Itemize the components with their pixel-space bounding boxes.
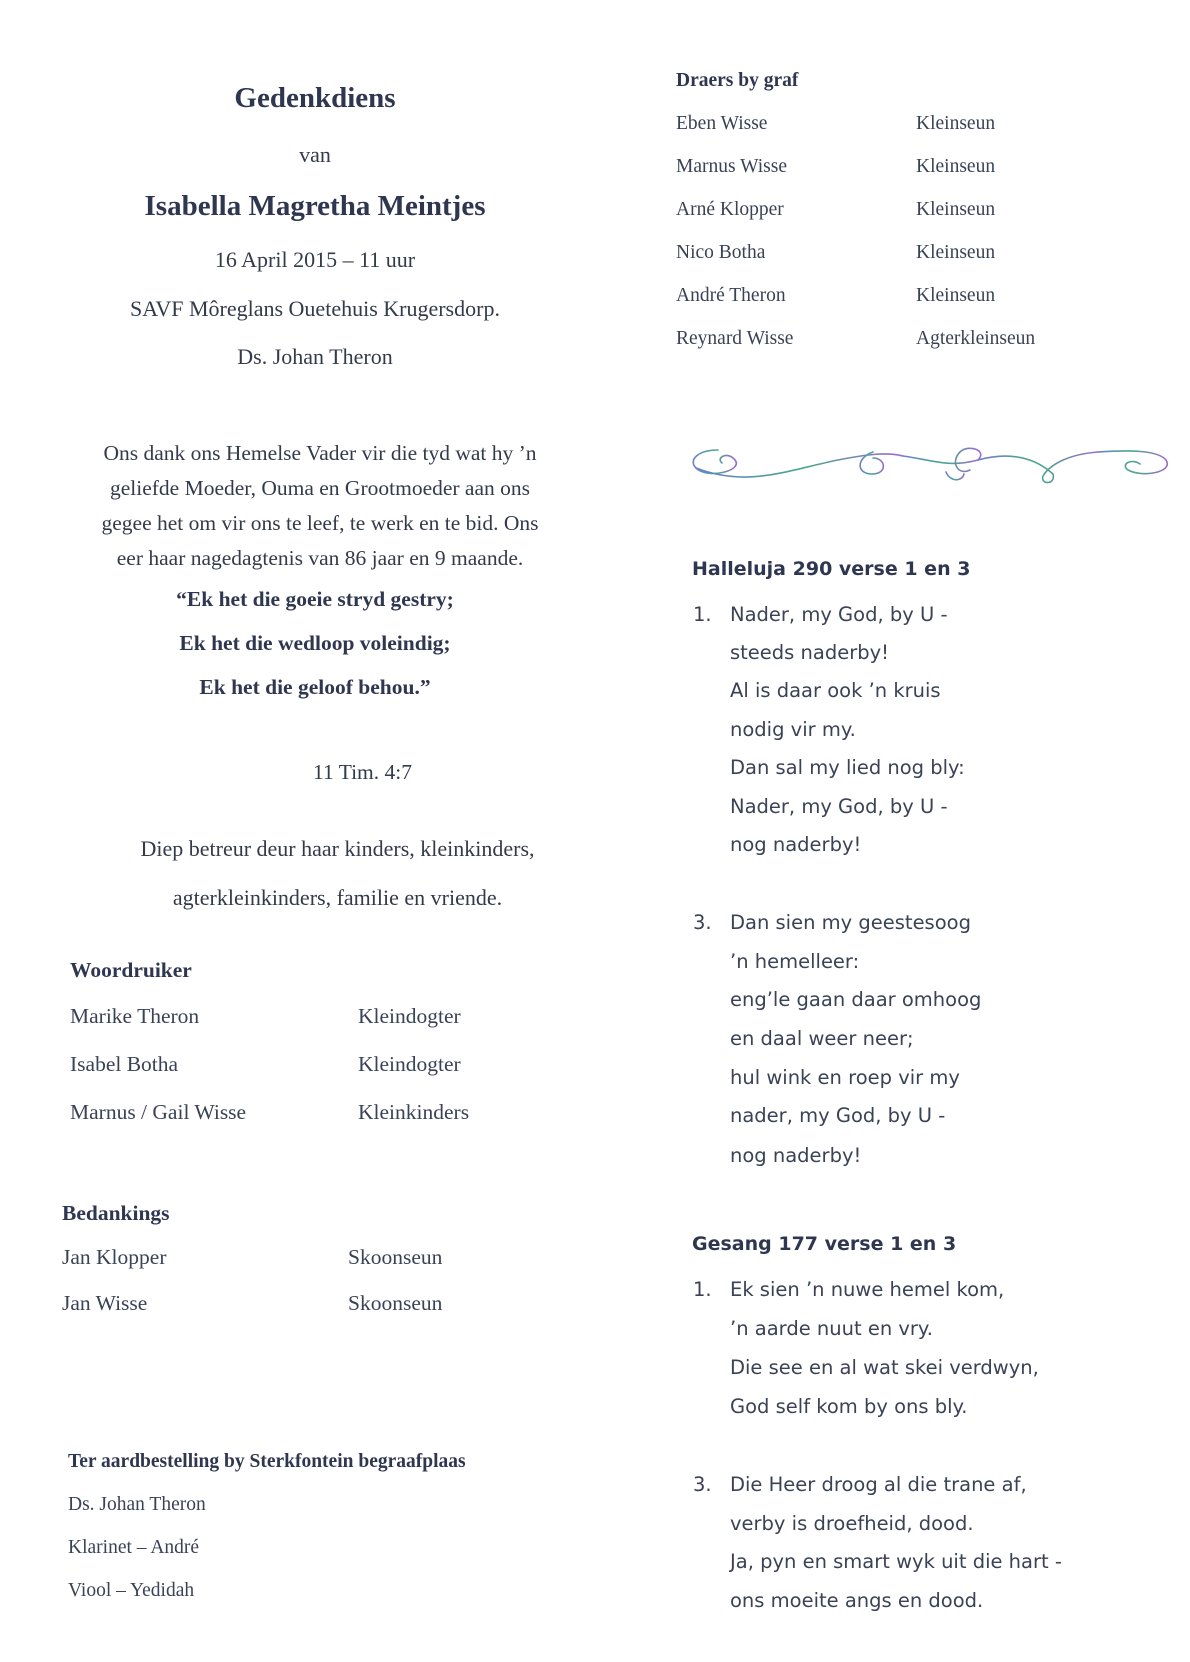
draer-role: Agterkleinseun	[916, 328, 1036, 349]
bedankings-role: Skoonseun	[348, 1245, 443, 1269]
bedankings-title: Bedankings	[62, 1201, 170, 1225]
service-datetime: 16 April 2015 – 11 uur	[214, 247, 416, 272]
verse-line: hul wink en roep vir my	[730, 1066, 960, 1089]
verse-number: 1.	[693, 1278, 712, 1301]
intro-line: geliefde Moeder, Ouma en Grootmoeder aan ons	[109, 476, 531, 500]
burial-line: Ds. Johan Theron	[68, 1494, 206, 1515]
draers-title: Draers by graf	[676, 70, 799, 91]
burial-line: Viool – Yedidah	[68, 1580, 195, 1601]
deceased-name: Isabella Magretha Meintjes	[144, 190, 486, 222]
verse-line: Nader, my God, by U -	[730, 603, 948, 626]
verse-number: 3.	[693, 911, 712, 934]
draer-name: André Theron	[676, 285, 786, 306]
draer-name: Arné Klopper	[676, 199, 784, 220]
intro-line: Ons dank ons Hemelse Vader vir die tyd wat hy ’n	[103, 441, 537, 465]
verse-number: 3.	[693, 1473, 712, 1496]
verse-line: eng’le gaan daar omhoog	[730, 988, 982, 1011]
verse-line: Dan sien my geestesoog	[730, 911, 971, 934]
service-minister: Ds. Johan Theron	[237, 344, 393, 369]
verse-line: Die Heer droog al die trane af,	[730, 1473, 1027, 1496]
verse-line: nog naderby!	[730, 833, 862, 856]
intro-paragraph	[40, 436, 600, 576]
service-venue: SAVF Môreglans Ouetehuis Krugersdorp.	[130, 296, 500, 321]
quote-line: “Ek het die goeie stryd gestry;	[176, 587, 454, 611]
woordruiker-name: Marike Theron	[70, 1004, 200, 1028]
woordruiker-role: Kleinkinders	[358, 1100, 470, 1124]
draer-role: Kleinseun	[916, 242, 996, 263]
woordruiker-role: Kleindogter	[358, 1004, 461, 1028]
draer-name: Marnus Wisse	[676, 156, 787, 177]
verse-line: Al is daar ook ’n kruis	[730, 679, 941, 702]
bedankings-name: Jan Wisse	[62, 1291, 148, 1315]
swirl-divider-icon	[688, 430, 1178, 500]
woordruiker-role: Kleindogter	[358, 1052, 461, 1076]
draer-role: Kleinseun	[916, 199, 996, 220]
burial-title: Ter aardbestelling by Sterkfontein begraafplaas	[68, 1451, 466, 1472]
mourning-line: agterkleinkinders, familie en vriende.	[172, 885, 503, 910]
draer-role: Kleinseun	[916, 156, 996, 177]
verse-line: Die see en al wat skei verdwyn,	[730, 1356, 1039, 1379]
woordruiker-title: Woordruiker	[70, 958, 192, 982]
bedankings-role: Skoonseun	[348, 1291, 443, 1315]
verse-line: Nader, my God, by U -	[730, 795, 948, 818]
verse-line: ’n aarde nuut en vry.	[730, 1317, 933, 1340]
bedankings-name: Jan Klopper	[62, 1245, 167, 1269]
intro-line: gegee het om vir ons te leef, te werk en te bid. Ons	[101, 511, 539, 535]
burial-line: Klarinet – André	[68, 1537, 200, 1558]
verse-line: steeds naderby!	[730, 641, 889, 664]
hymn-title: Gesang 177 verse 1 en 3	[692, 1233, 957, 1255]
verse-line: Dan sal my lied nog bly:	[730, 756, 965, 779]
verse-number: 1.	[693, 603, 712, 626]
quote-line: Ek het die wedloop voleindig;	[179, 631, 451, 655]
quote-reference: 11 Tim. 4:7	[313, 760, 412, 784]
verse-line: verby is droefheid, dood.	[730, 1512, 974, 1535]
verse-line: ’n hemelleer:	[730, 950, 860, 973]
draer-name: Reynard Wisse	[676, 328, 794, 349]
verse-line: nog naderby!	[730, 1144, 862, 1167]
woordruiker-name: Isabel Botha	[70, 1052, 179, 1076]
draer-name: Nico Botha	[676, 242, 766, 263]
verse-line: nodig vir my.	[730, 718, 856, 741]
quote-line: Ek het die geloof behou.”	[199, 675, 431, 699]
mourning-line: Diep betreur deur haar kinders, kleinkinders,	[140, 836, 535, 861]
verse-line: Ek sien ’n nuwe hemel kom,	[730, 1278, 1005, 1301]
verse-line: en daal weer neer;	[730, 1027, 914, 1050]
verse-line: Ja, pyn en smart wyk uit die hart -	[730, 1550, 1062, 1573]
verse-line: ons moeite angs en dood.	[730, 1589, 984, 1612]
woordruiker-name: Marnus / Gail Wisse	[70, 1100, 247, 1124]
draer-role: Kleinseun	[916, 285, 996, 306]
draer-role: Kleinseun	[916, 113, 996, 134]
van-label: van	[299, 142, 331, 167]
page-title: Gedenkdiens	[234, 82, 396, 114]
verse-line: God self kom by ons bly.	[730, 1395, 968, 1418]
intro-line: eer haar nagedagtenis van 86 jaar en 9 maande.	[116, 546, 524, 570]
verse-line: nader, my God, by U -	[730, 1104, 946, 1127]
draer-name: Eben Wisse	[676, 113, 768, 134]
hymn-title: Halleluja 290 verse 1 en 3	[692, 558, 971, 580]
